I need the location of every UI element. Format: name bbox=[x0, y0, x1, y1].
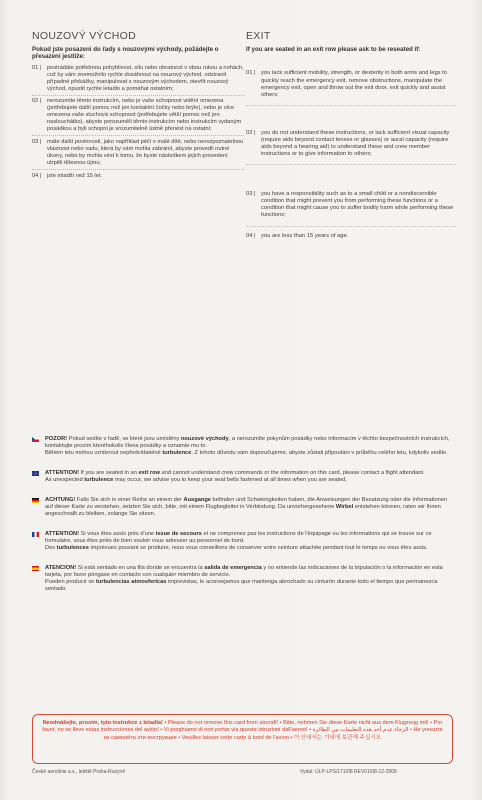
gb-flag-icon bbox=[32, 471, 39, 476]
english-exit-column bbox=[246, 30, 456, 240]
fr-flag-icon bbox=[32, 532, 39, 537]
notice-text-segment: et ne comprenez pas les instructions de l'équipage ou les informations qui se trouve sur ce formulaire, vous êtes priés de bien vouloir vous adresser au personnel de bord. bbox=[45, 531, 432, 544]
english-item-1 bbox=[246, 70, 456, 98]
english-title: EXIT bbox=[246, 30, 271, 42]
notice-text-segment: Si está sentado en una fila donde se encuentra la bbox=[76, 565, 205, 571]
czech-item-4-num: 04 | bbox=[32, 172, 42, 179]
czech-title: NOUZOVÝ VÝCHOD bbox=[32, 30, 136, 42]
notice-english bbox=[32, 470, 454, 484]
notice-french-text bbox=[45, 531, 454, 552]
emphasis: Wirbel bbox=[335, 504, 354, 510]
publisher: České aerolinie a.s., letiště Praha-Ruzyně bbox=[32, 769, 126, 775]
de-flag-icon bbox=[32, 498, 39, 503]
czech-item-1 bbox=[32, 65, 244, 93]
english-item-3-text: you have a responsibility such as to a small child or a nondiscernible condition that might prevent you from performing these functions or a condition that might cause you to suffer bodily harm while performing these functions; bbox=[261, 191, 454, 219]
english-item-3-num: 03 | bbox=[246, 191, 256, 198]
notice-french bbox=[32, 531, 454, 552]
emphasis: ATTENTION! bbox=[45, 470, 80, 476]
notice-text-segment: befinden und Schwierigkeiten haben, die Anweisungen der Besatzung oder die Informationen auf dieser Karte zu verstehen, setzten Sie sich, bitte, mit einem Flugbegleiter in Verbindung. Da unvorhergesehene bbox=[45, 497, 448, 510]
emphasis: turbulencias atmosfericas bbox=[95, 579, 167, 585]
notice-text-segment: y no entiende las indicaciones de la tripulación o la información en esta tarjeta, por favor póngase en contacto con cualquier miembro de servicio. bbox=[45, 565, 443, 578]
notice-text-segment: imprévues pouvant se produire, nous vous conseillons de conserver votre ceinture attachée pendant tout le temps ou vous êtes assis. bbox=[88, 545, 428, 551]
notice-text-segment: . Z tohoto důvodu vám doporučujeme, abyste zůstali připoutáni v průběhu celého letu, kdykoliv sedíte. bbox=[191, 450, 448, 456]
english-item-3 bbox=[246, 191, 456, 219]
notice-english-text bbox=[45, 470, 454, 484]
emphasis: salida de emergencia bbox=[204, 565, 262, 571]
english-item-1-num: 01 | bbox=[246, 70, 256, 77]
notice-spanish bbox=[32, 565, 454, 593]
czech-item-3-text: máte další povinnosti, jako například péči o malé dítě, nebo nerozpoznatelnou vlastnost nebo vadu, která by vám mohla zabránit, abyste provedli nutné úkony, nebo by mohla vést k tomu, že byste následkem jejich provedení utrpěli tělesnou újmu; bbox=[47, 138, 244, 166]
english-item-2-text: you do not understand these instructions, or lack sufficient visual capacity (require aids beyond contact lenses or glasses) or aural capacity (require aids beyond a hearing aid) to understand these and crew member instructions or to give information to others; bbox=[261, 129, 450, 158]
english-item-2-num: 02 | bbox=[246, 129, 256, 136]
english-intro: If you are seated in an exit row please ask to be reseated if: bbox=[246, 46, 421, 53]
czech-exit-column bbox=[32, 30, 244, 180]
divider bbox=[246, 105, 456, 106]
emphasis: ATTENTION! bbox=[45, 531, 80, 537]
divider bbox=[246, 164, 456, 165]
emphasis: Ausgange bbox=[183, 497, 211, 503]
es-flag-icon bbox=[32, 566, 39, 571]
do-not-remove-notice bbox=[32, 714, 453, 764]
czech-item-1-text: postrádáte potřebnou pohyblivost, sílu nebo obratnost v obou rukou a nohách, což by vám znemožnilo rychle dosáhnout na nouzový východ, odstranit případné překážky, manipulovat s nouzovým východem, otevřít nouzový východ, opustit rychle letadlo a pomáhat ostatním; bbox=[47, 64, 244, 92]
emphasis: ACHTUNG! bbox=[45, 497, 76, 503]
notice-text-segment: , a nerozumíte pokynům posádky nebo informacím v těchto bezpečnostních instrukcích, kontaktujte prosím kteréhokoliv člena posádky a oznamte mu to. bbox=[45, 436, 450, 449]
divider bbox=[32, 169, 244, 170]
notice-text-segment: As unexpected bbox=[45, 477, 85, 483]
notice-text-segment: may occur, we advise you to keep your seat belts fastened at all times when you are seated. bbox=[113, 477, 347, 483]
emphasis: exit row bbox=[138, 470, 160, 476]
czech-item-2-text: nerozumíte těmto instrukcím, nebo je vaše schopnost vidění omezena (potřebujete další pomoc než jen kontaktní čočky nebo brýle), nebo je více omezena vaše sluchová schopnost (potřebujete větší pomoc než jen naslouchátko), abyste porozuměli těmto instrukcím nebo instrukcím vydaným posádkou a byli schopni je srozumitelně ústně přenést na ostatní; bbox=[47, 98, 242, 133]
english-item-1-text: you lack sufficient mobility, strength, or dexterity in both arms and legs to quickly reach the emergency exit, remove obstructions, manipulate the emergency exit, open and throw out the exit door, exit quickly and assist others; bbox=[261, 70, 448, 98]
notice-text-segment: entstehen können, raten wir Ihnen angeschnallt zu bleiben, solange Sie sitzen. bbox=[45, 504, 441, 517]
emphasis: issue de secours bbox=[155, 531, 202, 537]
divider bbox=[32, 95, 244, 96]
notice-text-segment: and cannot understand crew commands or the information on this card, please contact a flight attendant. bbox=[159, 470, 425, 476]
document-revision: Vydal: ÚLP-LPS/171/08 REV01/08-12-2008 bbox=[300, 769, 397, 775]
notice-text-segment: Během letu mohou vzniknout nepředvídatelné bbox=[45, 450, 163, 456]
notice-text-segment: Pokud sedíte v řadě, ve které jsou umístěny bbox=[67, 436, 181, 442]
notice-text-segment: Falls Sie sich in einer Reihe an einem der bbox=[75, 497, 184, 503]
notice-text-segment: Pueden producir se bbox=[45, 579, 96, 585]
english-item-4-num: 04 | bbox=[246, 232, 256, 239]
emphasis: nouzové východy bbox=[180, 436, 229, 442]
czech-item-4 bbox=[32, 173, 244, 180]
notice-spanish-text bbox=[45, 565, 454, 593]
english-item-2 bbox=[246, 130, 456, 158]
divider bbox=[246, 226, 456, 227]
divider bbox=[32, 135, 244, 136]
emphasis: turbulences bbox=[56, 545, 89, 551]
notice-czech bbox=[32, 436, 454, 457]
multilingual-notices bbox=[32, 436, 454, 606]
notice-german-text bbox=[45, 497, 454, 518]
notice-lead: Neodnášejte, prosím, tyto instrukce z letadla! bbox=[42, 720, 163, 726]
czech-intro: Pokud jste posazeni do řady s nouzovými východy, požádejte o přesazení jestliže: bbox=[32, 46, 219, 61]
notice-text-segment: Si vous êtes assis près d'une bbox=[79, 531, 156, 537]
notice-rest: • Please do not remove this card from aircraft! • Bitte, nehmen Sie diese Karte nicht aus dem Flugzeug mit! • Por favor, no se lleve estas instrucciones del avión! • Vi preghiamo di non portar via queste istruzioni dall'aereo! • الرجاء عدم أخذ هذه التعليمات من الطائرة • Не уносите из самолёта эти инструкции • Veuillez laisser cette carte à bord de l'avion • 이 안내서는 기내에 보관해 주십시오 bbox=[42, 720, 443, 741]
emphasis: POZOR! bbox=[45, 436, 68, 442]
czech-item-1-num: 01 | bbox=[32, 64, 42, 71]
cz-flag-icon bbox=[32, 437, 39, 442]
notice-text-segment: imprevistas, le aconsejamos que mantenga abrochado su cinturón durante todo el tiempo que permanezca sentado. bbox=[45, 579, 438, 592]
emphasis: turbulence bbox=[84, 477, 114, 483]
emphasis: ATENCION! bbox=[45, 565, 77, 571]
czech-item-3-num: 03 | bbox=[32, 138, 42, 145]
czech-item-4-text: jste mladší než 15 let. bbox=[47, 172, 103, 179]
czech-item-3 bbox=[32, 139, 244, 167]
notice-text-segment: If you are seated in an bbox=[79, 470, 139, 476]
english-item-4 bbox=[246, 233, 456, 240]
notice-german bbox=[32, 497, 454, 518]
english-item-4-text: you are less than 15 years of age. bbox=[261, 232, 349, 239]
emphasis: turbulence bbox=[162, 450, 192, 456]
notice-text-segment: Des bbox=[45, 545, 57, 551]
notice-czech-text bbox=[45, 436, 454, 457]
czech-item-2 bbox=[32, 98, 244, 133]
czech-item-2-num: 02 | bbox=[32, 98, 42, 105]
